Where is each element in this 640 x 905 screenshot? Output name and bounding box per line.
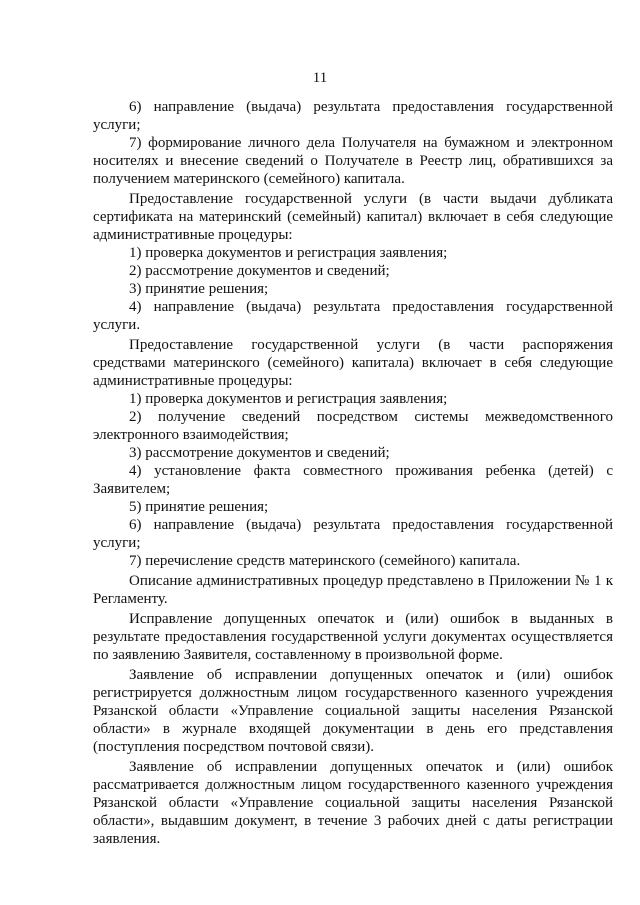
paragraph: 2) получение сведений посредством системы межведомственного электронного взаимодействия; <box>93 409 613 443</box>
paragraph: Предоставление государственной услуги (в части распоряжения средствами материнского (семейного) капитала) включает в себя следующие административные процедуры: <box>93 337 613 389</box>
paragraph: Заявление об исправлении допущенных опечаток и (или) ошибок рассматривается должностным лицом государственного казенного учреждения Рязанской области «Управление социальной защиты населения Рязанской области», выдавшим документ, в течение 3 рабочих дней с даты регистрации заявления. <box>93 759 613 847</box>
paragraph: 2) рассмотрение документов и сведений; <box>129 263 390 279</box>
paragraph: 7) перечисление средств материнского (семейного) капитала. <box>129 553 521 569</box>
paragraph: 3) рассмотрение документов и сведений; <box>129 445 390 461</box>
document-body <box>93 98 613 848</box>
paragraph: Исправление допущенных опечаток и (или) ошибок в выданных в результате предоставления государственной услуги документах осуществляется по заявлению Заявителя, составленному в произвольной форме. <box>93 611 613 663</box>
paragraph: Предоставление государственной услуги (в части выдачи дубликата сертификата на материнский (семейный) капитал) включает в себя следующие административные процедуры: <box>93 191 613 243</box>
paragraph: 6) направление (выдача) результата предоставления государственной услуги; <box>93 517 613 551</box>
paragraph: Описание административных процедур представлено в Приложении № 1 к Регламенту. <box>93 573 613 607</box>
page-number: 11 <box>312 70 328 86</box>
paragraph: 3) принятие решения; <box>129 281 269 297</box>
paragraph: 7) формирование личного дела Получателя на бумажном и электронном носителях и внесение сведений о Получателе в Реестр лиц, обратившихся за получением материнского (семейного) капитала. <box>93 135 613 187</box>
paragraph: 1) проверка документов и регистрация заявления; <box>129 245 448 261</box>
paragraph: Заявление об исправлении допущенных опечаток и (или) ошибок регистрируется должностным лицом государственного казенного учреждения Рязанской области «Управление социальной защиты населения Рязанской области» в журнале входящей документации в день его представления (поступления посредством почтовой связи). <box>93 667 613 755</box>
paragraph: 4) установление факта совместного проживания ребенка (детей) с Заявителем; <box>93 463 613 497</box>
paragraph: 4) направление (выдача) результата предоставления государственной услуги. <box>93 299 613 333</box>
paragraph: 5) принятие решения; <box>129 499 269 515</box>
paragraph: 1) проверка документов и регистрация заявления; <box>129 391 448 407</box>
paragraph: 6) направление (выдача) результата предоставления государственной услуги; <box>93 99 613 133</box>
